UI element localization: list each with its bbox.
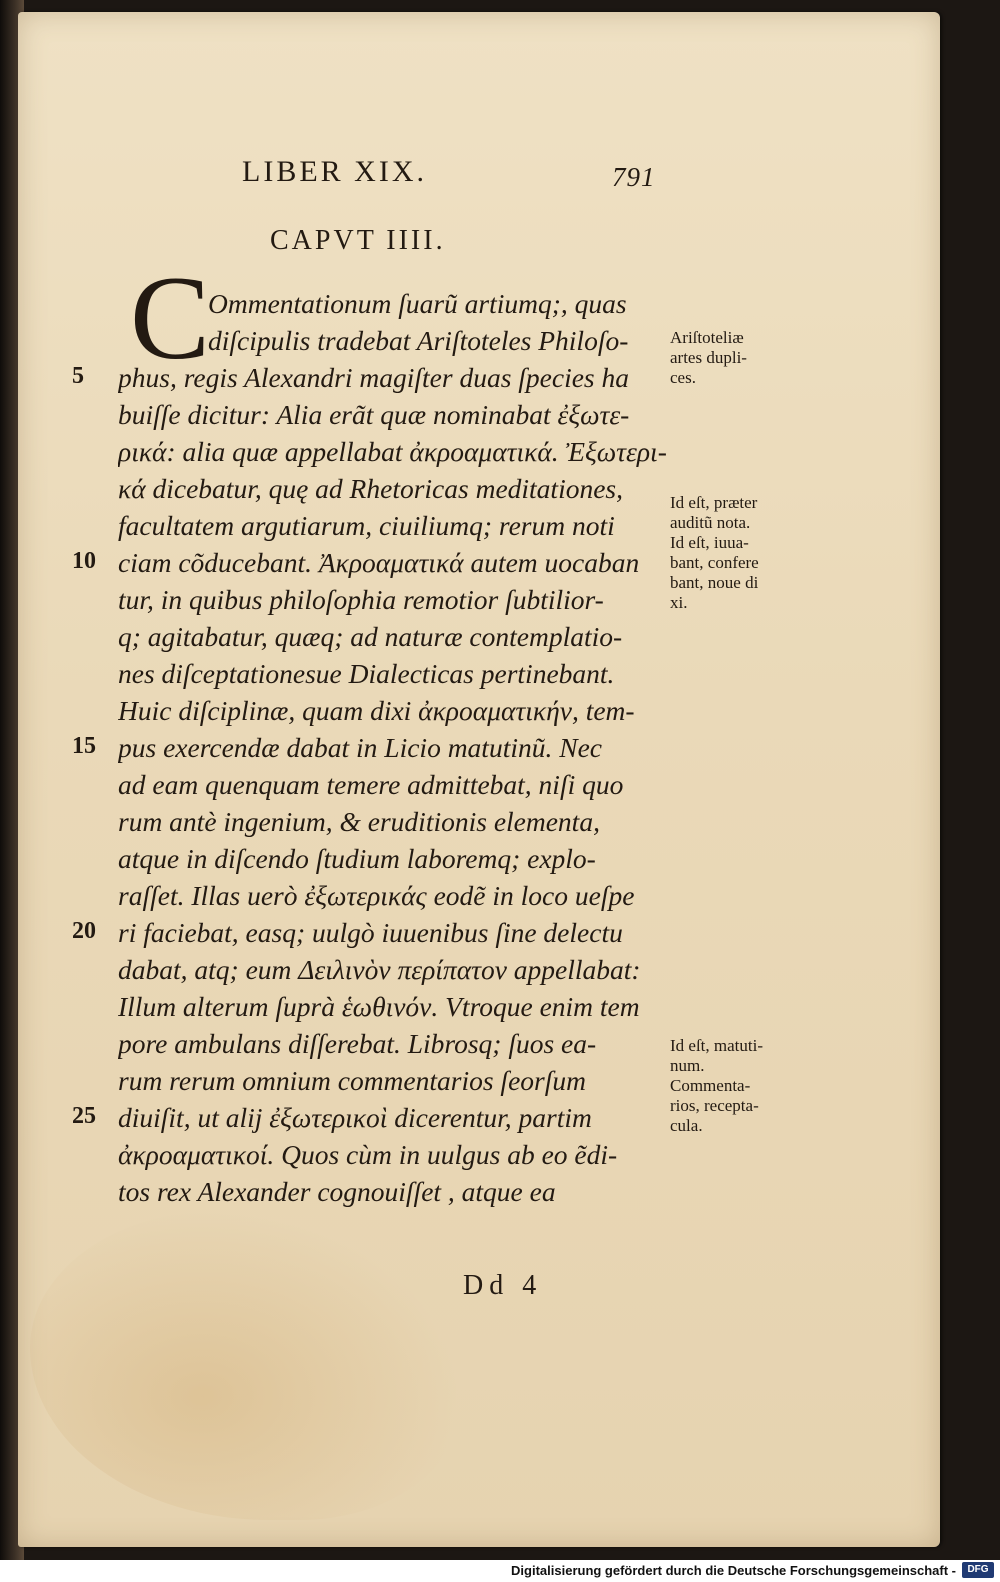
line-number: 15 [72,733,96,759]
body-line: facultatem argutiarum, ciuiliumq; rerum noti [118,510,615,541]
dfg-logo: DFG [962,1562,994,1578]
body-line: nes diſceptationesue Dialecticas pertinebant. [118,658,615,689]
body-line: ρικά: alia quæ appellabat ἀκροαματικά. Ἐξωτερι- [118,436,667,467]
body-line: buiſſe dicitur: Alia erãt quæ nominabat ἐξωτε- [118,399,630,430]
body-line: diſcipulis tradebat Ariſtoteles Philoſo- [208,325,629,356]
body-line: raſſet. Illas uerò ἐξωτερικάς eodẽ in loco ueſpe [118,880,635,911]
chapter-title: CAPVT IIII. [270,225,446,256]
body-line: κά dicebatur, quę ad Rhetoricas meditationes, [118,473,623,504]
body-line: Ommentationum ſuarũ artiumq;, quas [208,288,627,319]
body-line: tos rex Alexander cognouiſſet , atque ea [118,1176,556,1207]
running-title: LIBER XIX. [242,155,427,188]
body-line: pus exercendæ dabat in Licio matutinũ. Nec [118,732,602,763]
body-line: ad eam quenquam temere admittebat, niſi quo [118,769,624,800]
margin-note: Id eſt, matuti- num. Commenta- rios, recepta- cula. [670,1036,764,1135]
body-line: ri faciebat, easq; uulgò iuuenibus ſine delectu [118,917,623,948]
margin-note: Id eſt, præter auditũ nota. Id eſt, iuua- bant, confere bant, noue di xi. [670,493,759,612]
body-line: ἀκροαματικοί. Quos cùm in uulgus ab eo ẽdi- [118,1139,618,1170]
body-line: tur, in quibus philoſophia remotior ſubtilior- [118,584,604,615]
body-line: rum rerum omnium commentarios ſeorſum [118,1065,586,1096]
body-line: atque in diſcendo ſtudium laboremq; explo- [118,843,596,874]
body-line: dabat, atq; eum Δειλινὸν περίπατον appellabat: [118,954,641,985]
drop-cap: C [130,251,211,384]
line-number: 25 [72,1103,96,1129]
signature-mark: Dd 4 [463,1270,543,1301]
margin-note: Ariſtoteliæ artes dupli- ces. [670,328,747,387]
body-line: pore ambulans diſſerebat. Librosq; ſuos ea- [118,1028,597,1059]
line-number: 20 [72,918,96,944]
body-line: Huic diſciplinæ, quam dixi ἀκροαματικήν, tem- [118,695,635,726]
line-number: 5 [72,363,84,389]
folio-number: 791 [612,162,656,192]
body-line: phus, regis Alexandri magiſter duas ſpecies ha [118,362,629,393]
line-number: 10 [72,548,96,574]
body-line: Illum alterum ſuprà ἑωθινόν. Vtroque enim tem [118,991,640,1022]
digitization-credit: Digitalisierung gefördert durch die Deutsche Forschungsgemeinschaft - [511,1563,956,1578]
body-line: rum antè ingenium, & eruditionis elementa, [118,806,600,837]
body-line: ciam cõducebant. Ἀκροαματικά autem uocaban [118,547,640,578]
body-line: diuiſit, ut alij ἐξωτερικοὶ dicerentur, partim [118,1102,592,1133]
body-line: q; agitabatur, quæq; ad naturæ contemplatio- [118,621,623,652]
